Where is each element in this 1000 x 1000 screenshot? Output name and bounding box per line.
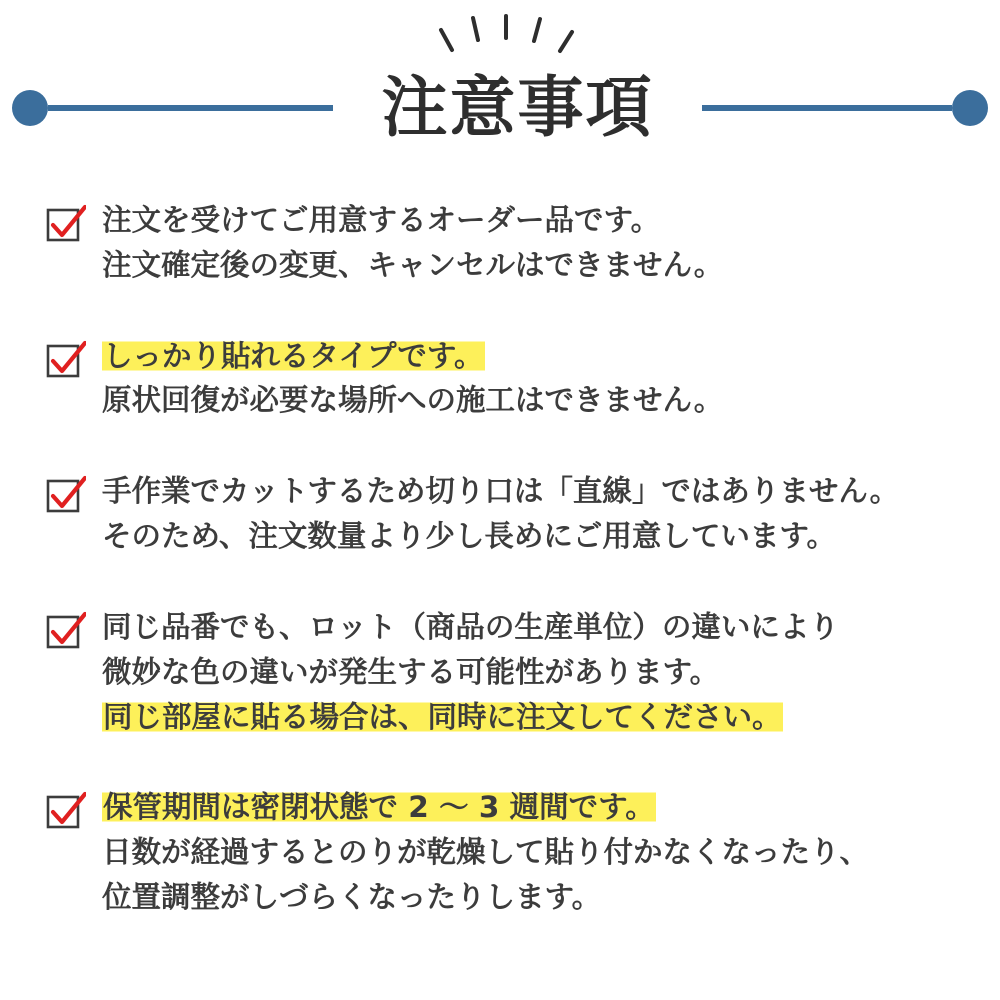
note-line: 位置調整がしづらくなったりします。 [102,880,602,915]
note-line: 原状回復が必要な場所への施工はできません。 [102,383,724,418]
list-item [46,334,954,424]
circle-dot-icon [952,90,988,126]
checkbox-checked-icon [46,475,86,515]
note-line: 手作業でカットするため切り口は「直線」ではありません。 [102,474,900,509]
checkbox-checked-icon [46,340,86,380]
list-item [46,198,954,288]
note-line: 微妙な色の違いが発生する可能性があります。 [102,654,720,689]
list-item-text [102,469,954,559]
page-header [0,0,1000,170]
sparkle-lines-icon [0,8,1000,60]
page-title: 注意事項 [381,69,654,146]
list-item [46,605,954,739]
note-line: 同じ品番でも、ロット（商品の生産単位）の違いにより [102,609,839,644]
note-line: 注文を受けてご用意するオーダー品です。 [102,203,661,237]
list-item-text [102,334,954,424]
checkbox-checked-icon [46,791,86,831]
rule-line [48,105,333,111]
list-item-text [102,605,954,739]
note-line: そのため、注文数量より少し長めにご用意しています。 [102,519,836,554]
list-item-text [102,198,954,288]
note-line: 注文確定後の変更、キャンセルはできません。 [102,247,724,282]
list-item [46,469,954,559]
note-line: 同じ部屋に貼る場合は、同時に注文してください。 [103,699,782,734]
checkbox-checked-icon [46,611,86,651]
title-rule-left [0,90,333,126]
notes-list [0,170,1000,920]
list-item-text [102,785,954,919]
rule-line [702,105,952,111]
checkbox-checked-icon [46,204,86,244]
title-rule-right [702,90,1000,126]
note-line: しっかり貼れるタイプです。 [103,338,484,373]
title-row [0,62,1000,154]
list-item [46,785,954,919]
circle-dot-icon [12,90,48,126]
note-line: 日数が経過するとのりが乾燥して貼り付かなくなったり、 [102,835,870,870]
note-line: 保管期間は密閉状態で 2 ～ 3 週間です。 [103,790,655,825]
